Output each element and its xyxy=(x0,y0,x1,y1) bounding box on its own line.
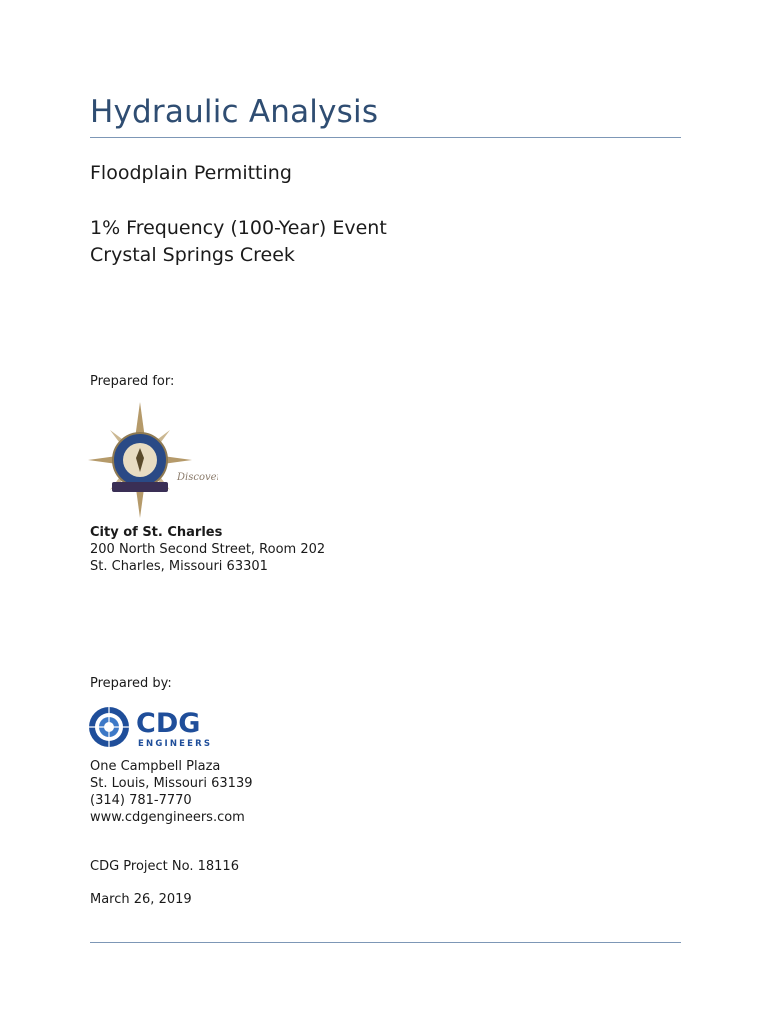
document-title: Hydraulic Analysis xyxy=(90,94,379,130)
compass-rose-icon xyxy=(88,402,218,518)
consultant-block xyxy=(90,758,252,826)
client-name: City of St. Charles xyxy=(90,525,223,540)
consultant-phone: (314) 781-7770 xyxy=(90,793,192,808)
event-title: 1% Frequency (100-Year) Event xyxy=(90,217,387,239)
report-date: March 26, 2019 xyxy=(90,892,192,907)
client-address-line2: St. Charles, Missouri 63301 xyxy=(90,559,268,574)
project-number: CDG Project No. 18116 xyxy=(90,859,239,874)
client-block xyxy=(90,524,325,575)
cdg-wordmark: CDG xyxy=(136,708,201,739)
creek-name: Crystal Springs Creek xyxy=(90,244,295,266)
consultant-website[interactable]: www.cdgengineers.com xyxy=(90,810,245,825)
city-seal-logo xyxy=(88,402,218,518)
client-address-line1: 200 North Second Street, Room 202 xyxy=(90,542,326,557)
document-subtitle: Floodplain Permitting xyxy=(90,162,292,184)
svg-text:Discover: Discover xyxy=(177,472,218,483)
title-divider xyxy=(90,137,681,138)
prepared-for-label: Prepared for: xyxy=(90,374,175,389)
consultant-address-line1: One Campbell Plaza xyxy=(90,759,221,774)
footer-divider xyxy=(90,942,681,943)
cdg-globe-icon xyxy=(89,707,129,747)
prepared-by-label: Prepared by: xyxy=(90,676,172,691)
cdg-subtitle: ENGINEERS xyxy=(138,739,213,749)
consultant-address-line2: St. Louis, Missouri 63139 xyxy=(90,776,253,791)
cdg-logo xyxy=(88,704,218,750)
